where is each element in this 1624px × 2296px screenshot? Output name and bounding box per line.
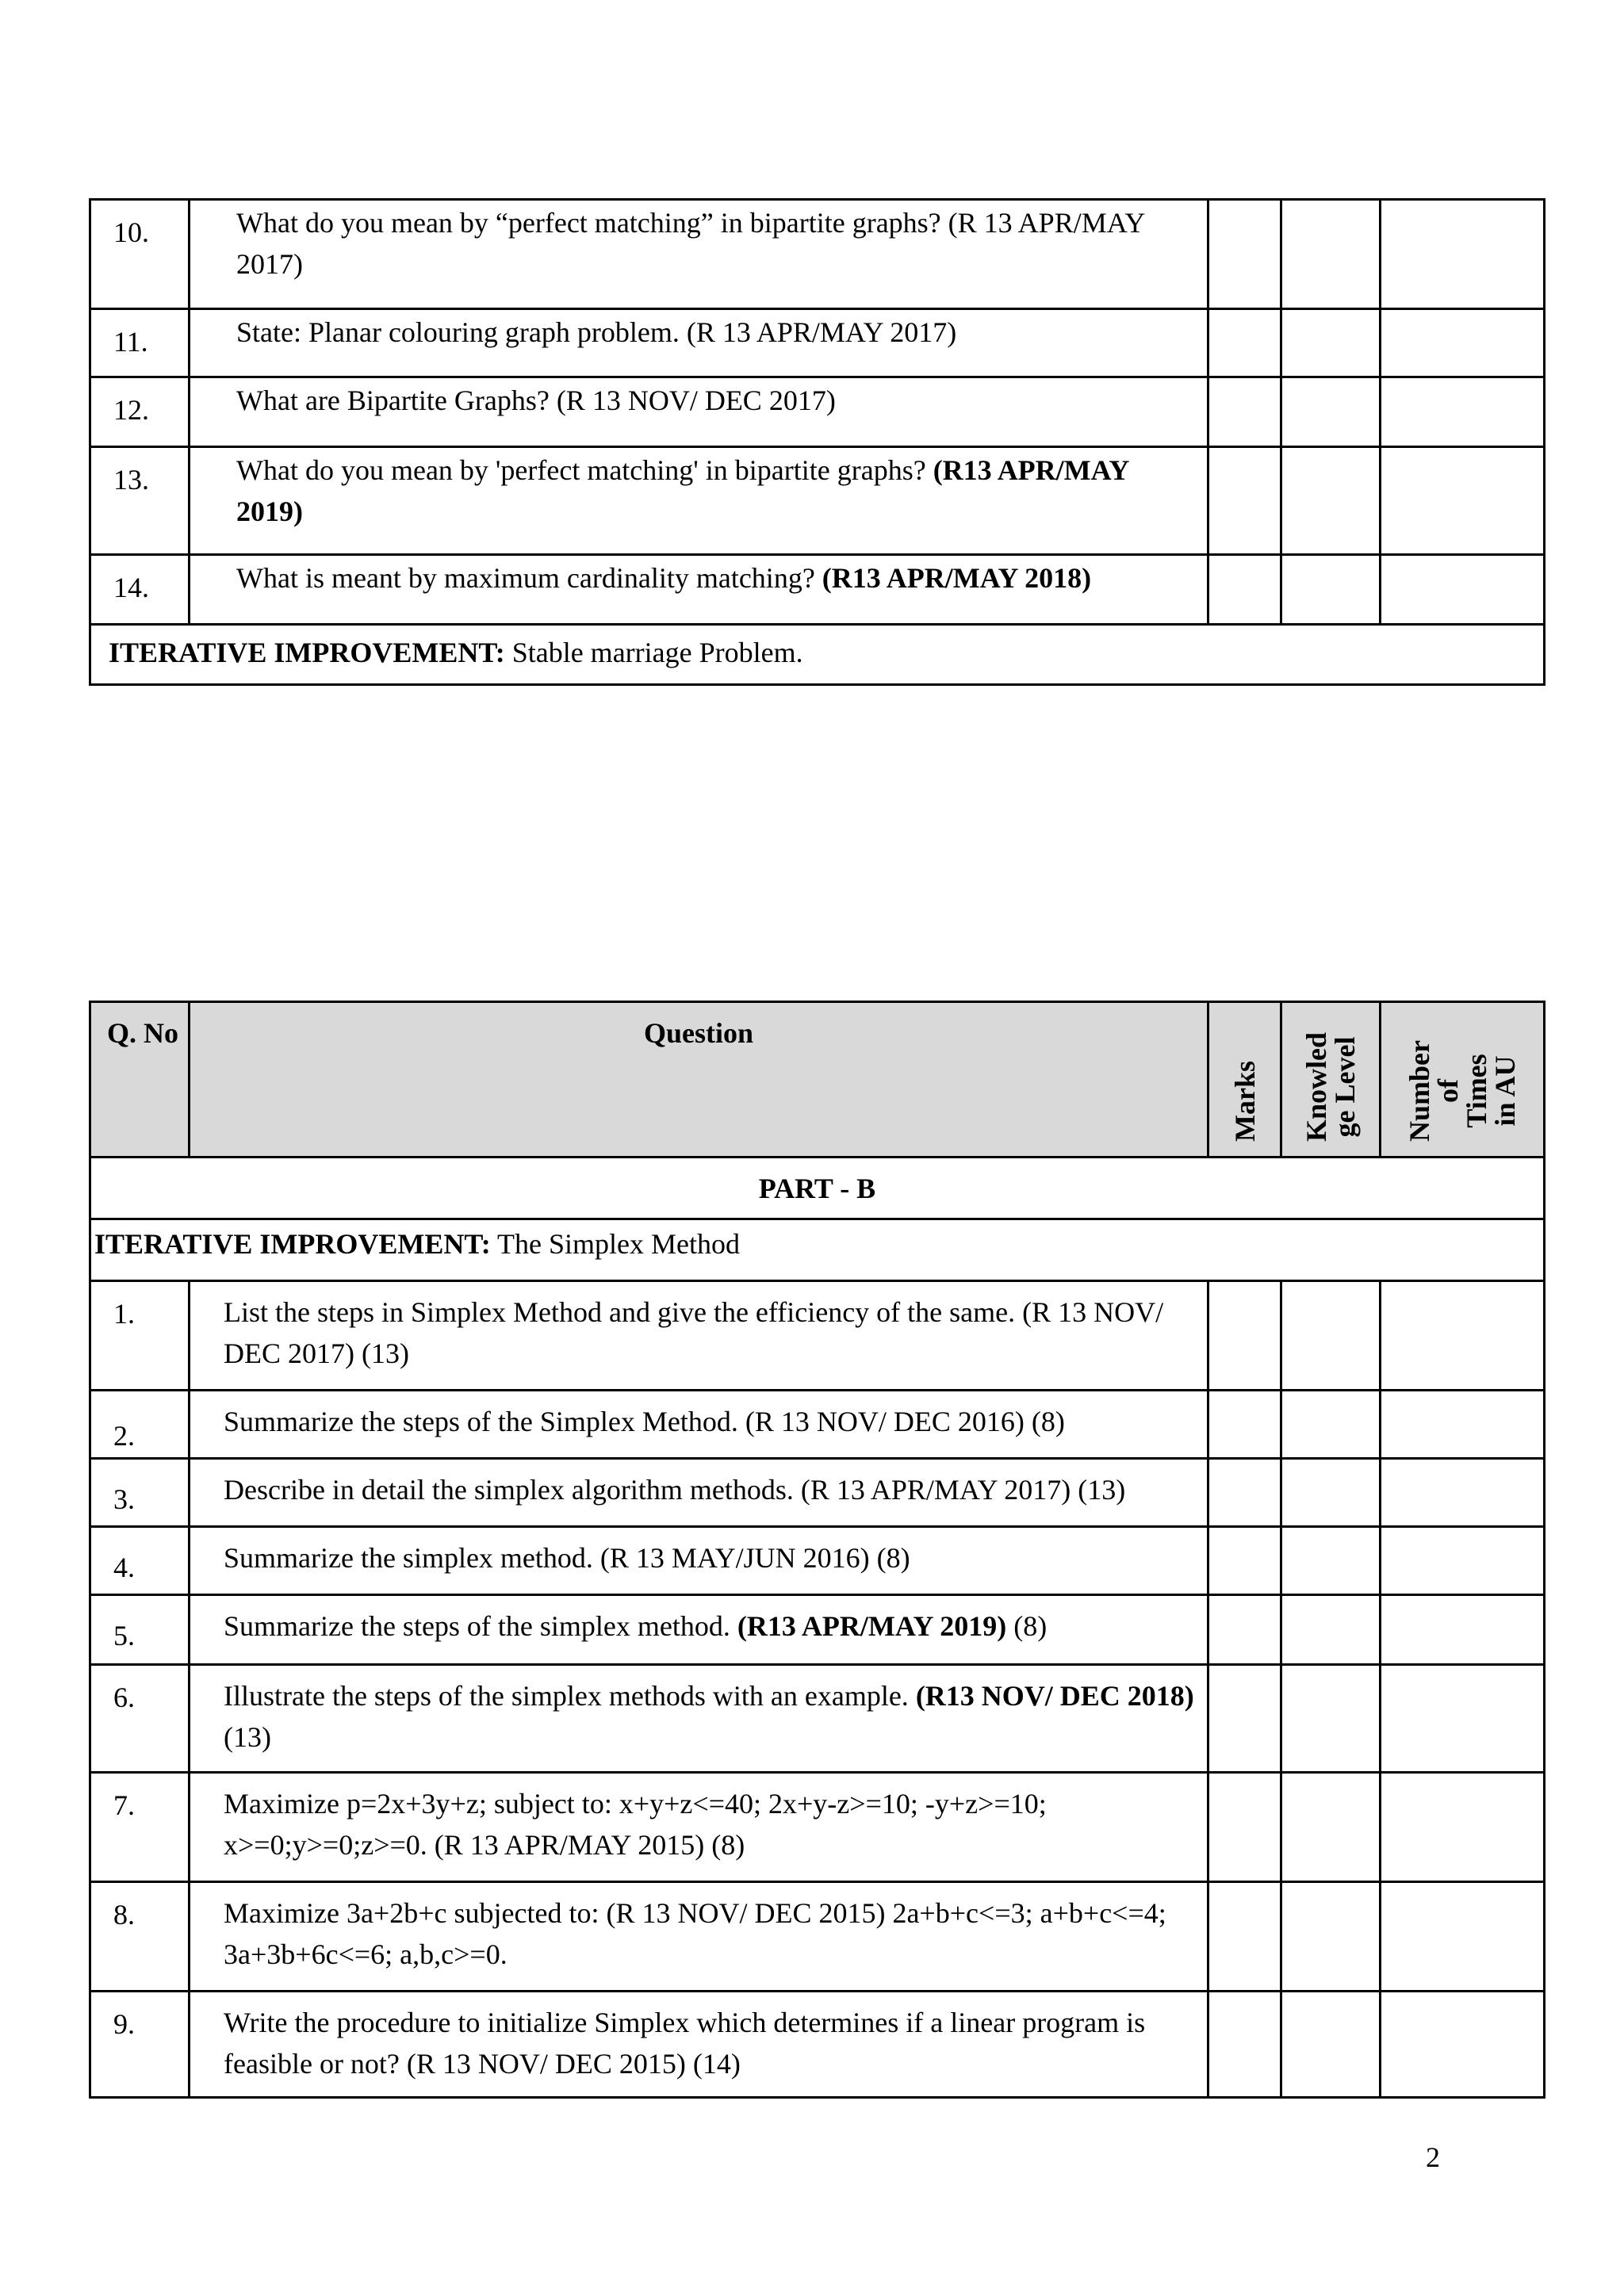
- times-in-au-cell: [1381, 1773, 1545, 1882]
- knowledge-level-cell: [1281, 377, 1381, 447]
- knowledge-level-cell: [1281, 1773, 1381, 1882]
- question-text: What is meant by maximum cardinality matching? (R13 APR/MAY 2018): [190, 555, 1208, 625]
- marks-cell: [1208, 1527, 1281, 1595]
- times-in-au-cell: [1381, 1595, 1545, 1665]
- table-row: [90, 377, 1545, 447]
- knowledge-level-cell: [1281, 1992, 1381, 2098]
- times-in-au-cell: [1381, 1992, 1545, 2098]
- knowledge-level-cell: [1281, 1391, 1381, 1459]
- marks-cell: [1208, 1459, 1281, 1527]
- marks-cell: [1208, 555, 1281, 625]
- question-text: What do you mean by “perfect matching” in bipartite graphs? (R 13 APR/MAY 2017): [190, 200, 1208, 309]
- marks-cell: [1208, 377, 1281, 447]
- header-number-of-times: Number of Times in AU: [1381, 1002, 1545, 1158]
- knowledge-level-cell: [1281, 1459, 1381, 1527]
- table-row: [90, 1459, 1545, 1527]
- table-row: [90, 309, 1545, 377]
- table-row: [90, 1992, 1545, 2098]
- section-heading: ITERATIVE IMPROVEMENT: Stable marriage Problem.: [90, 625, 1545, 685]
- question-number: 7.: [90, 1773, 190, 1882]
- times-in-au-cell: [1381, 1882, 1545, 1992]
- table-row: [90, 447, 1545, 555]
- knowledge-level-cell: [1281, 1665, 1381, 1773]
- times-in-au-cell: [1381, 1281, 1545, 1391]
- question-text: Summarize the steps of the simplex method. (R13 APR/MAY 2019) (8): [190, 1595, 1208, 1665]
- page-number: 2: [1426, 2141, 1440, 2173]
- question-text: Summarize the simplex method. (R 13 MAY/JUN 2016) (8): [190, 1527, 1208, 1595]
- question-number: 4.: [90, 1527, 190, 1595]
- marks-cell: [1208, 309, 1281, 377]
- question-number: 6.: [90, 1665, 190, 1773]
- question-text: Maximize p=2x+3y+z; subject to: x+y+z<=40; 2x+y-z>=10; -y+z>=10; x>=0;y>=0;z>=0. (R 13 APR/MAY 2015) (8): [190, 1773, 1208, 1882]
- knowledge-level-cell: [1281, 555, 1381, 625]
- knowledge-level-cell: [1281, 1595, 1381, 1665]
- times-in-au-cell: [1381, 309, 1545, 377]
- question-number: 11.: [90, 309, 190, 377]
- question-number: 3.: [90, 1459, 190, 1527]
- times-in-au-cell: [1381, 377, 1545, 447]
- marks-cell: [1208, 1281, 1281, 1391]
- question-text: Illustrate the steps of the simplex methods with an example. (R13 NOV/ DEC 2018) (13): [190, 1665, 1208, 1773]
- marks-cell: [1208, 200, 1281, 309]
- question-text: Write the procedure to initialize Simplex which determines if a linear program is feasible or not? (R 13 NOV/ DEC 2015) (14): [190, 1992, 1208, 2098]
- question-number: 12.: [90, 377, 190, 447]
- header-knowledge-level: Knowled ge Level: [1281, 1002, 1381, 1158]
- question-text: List the steps in Simplex Method and give the efficiency of the same. (R 13 NOV/ DEC 2017) (13): [190, 1281, 1208, 1391]
- table-row: [90, 555, 1545, 625]
- marks-cell: [1208, 1773, 1281, 1882]
- knowledge-level-cell: [1281, 1527, 1381, 1595]
- times-in-au-cell: [1381, 200, 1545, 309]
- question-table-part-a: [89, 198, 1545, 686]
- marks-cell: [1208, 1992, 1281, 2098]
- marks-cell: [1208, 1391, 1281, 1459]
- question-number: 5.: [90, 1595, 190, 1665]
- question-number: 2.: [90, 1391, 190, 1459]
- question-number: 14.: [90, 555, 190, 625]
- knowledge-level-cell: [1281, 309, 1381, 377]
- times-in-au-cell: [1381, 1665, 1545, 1773]
- table-row: [90, 1391, 1545, 1459]
- marks-cell: [1208, 1595, 1281, 1665]
- header-marks: Marks: [1208, 1002, 1281, 1158]
- table-row: [90, 1527, 1545, 1595]
- question-text: What do you mean by 'perfect matching' in bipartite graphs? (R13 APR/MAY 2019): [190, 447, 1208, 555]
- question-text: Summarize the steps of the Simplex Method. (R 13 NOV/ DEC 2016) (8): [190, 1391, 1208, 1459]
- knowledge-level-cell: [1281, 1281, 1381, 1391]
- section-heading: ITERATIVE IMPROVEMENT: The Simplex Method: [90, 1219, 1545, 1281]
- header-question: Question: [190, 1002, 1208, 1158]
- table-row: [90, 200, 1545, 309]
- question-number: 10.: [90, 200, 190, 309]
- times-in-au-cell: [1381, 1459, 1545, 1527]
- marks-cell: [1208, 447, 1281, 555]
- table-row: [90, 1665, 1545, 1773]
- knowledge-level-cell: [1281, 200, 1381, 309]
- table-row: [90, 1595, 1545, 1665]
- question-table-part-b: [89, 1001, 1545, 2099]
- section-row: [90, 625, 1545, 685]
- table-row: [90, 1281, 1545, 1391]
- question-number: 9.: [90, 1992, 190, 2098]
- part-row: [90, 1158, 1545, 1219]
- part-heading: PART - B: [90, 1158, 1545, 1219]
- table-row: [90, 1773, 1545, 1882]
- question-number: 13.: [90, 447, 190, 555]
- section-row: [90, 1219, 1545, 1281]
- table-row: [90, 1882, 1545, 1992]
- question-text: What are Bipartite Graphs? (R 13 NOV/ DEC 2017): [190, 377, 1208, 447]
- times-in-au-cell: [1381, 1391, 1545, 1459]
- table-header-row: [90, 1002, 1545, 1158]
- question-number: 1.: [90, 1281, 190, 1391]
- question-text: Describe in detail the simplex algorithm methods. (R 13 APR/MAY 2017) (13): [190, 1459, 1208, 1527]
- marks-cell: [1208, 1882, 1281, 1992]
- question-number: 8.: [90, 1882, 190, 1992]
- question-text: Maximize 3a+2b+c subjected to: (R 13 NOV/ DEC 2015) 2a+b+c<=3; a+b+c<=4; 3a+3b+6c<=6; a,b,c>=0.: [190, 1882, 1208, 1992]
- times-in-au-cell: [1381, 1527, 1545, 1595]
- question-text: State: Planar colouring graph problem. (R 13 APR/MAY 2017): [190, 309, 1208, 377]
- header-qno: Q. No: [90, 1002, 190, 1158]
- knowledge-level-cell: [1281, 1882, 1381, 1992]
- times-in-au-cell: [1381, 555, 1545, 625]
- times-in-au-cell: [1381, 447, 1545, 555]
- knowledge-level-cell: [1281, 447, 1381, 555]
- marks-cell: [1208, 1665, 1281, 1773]
